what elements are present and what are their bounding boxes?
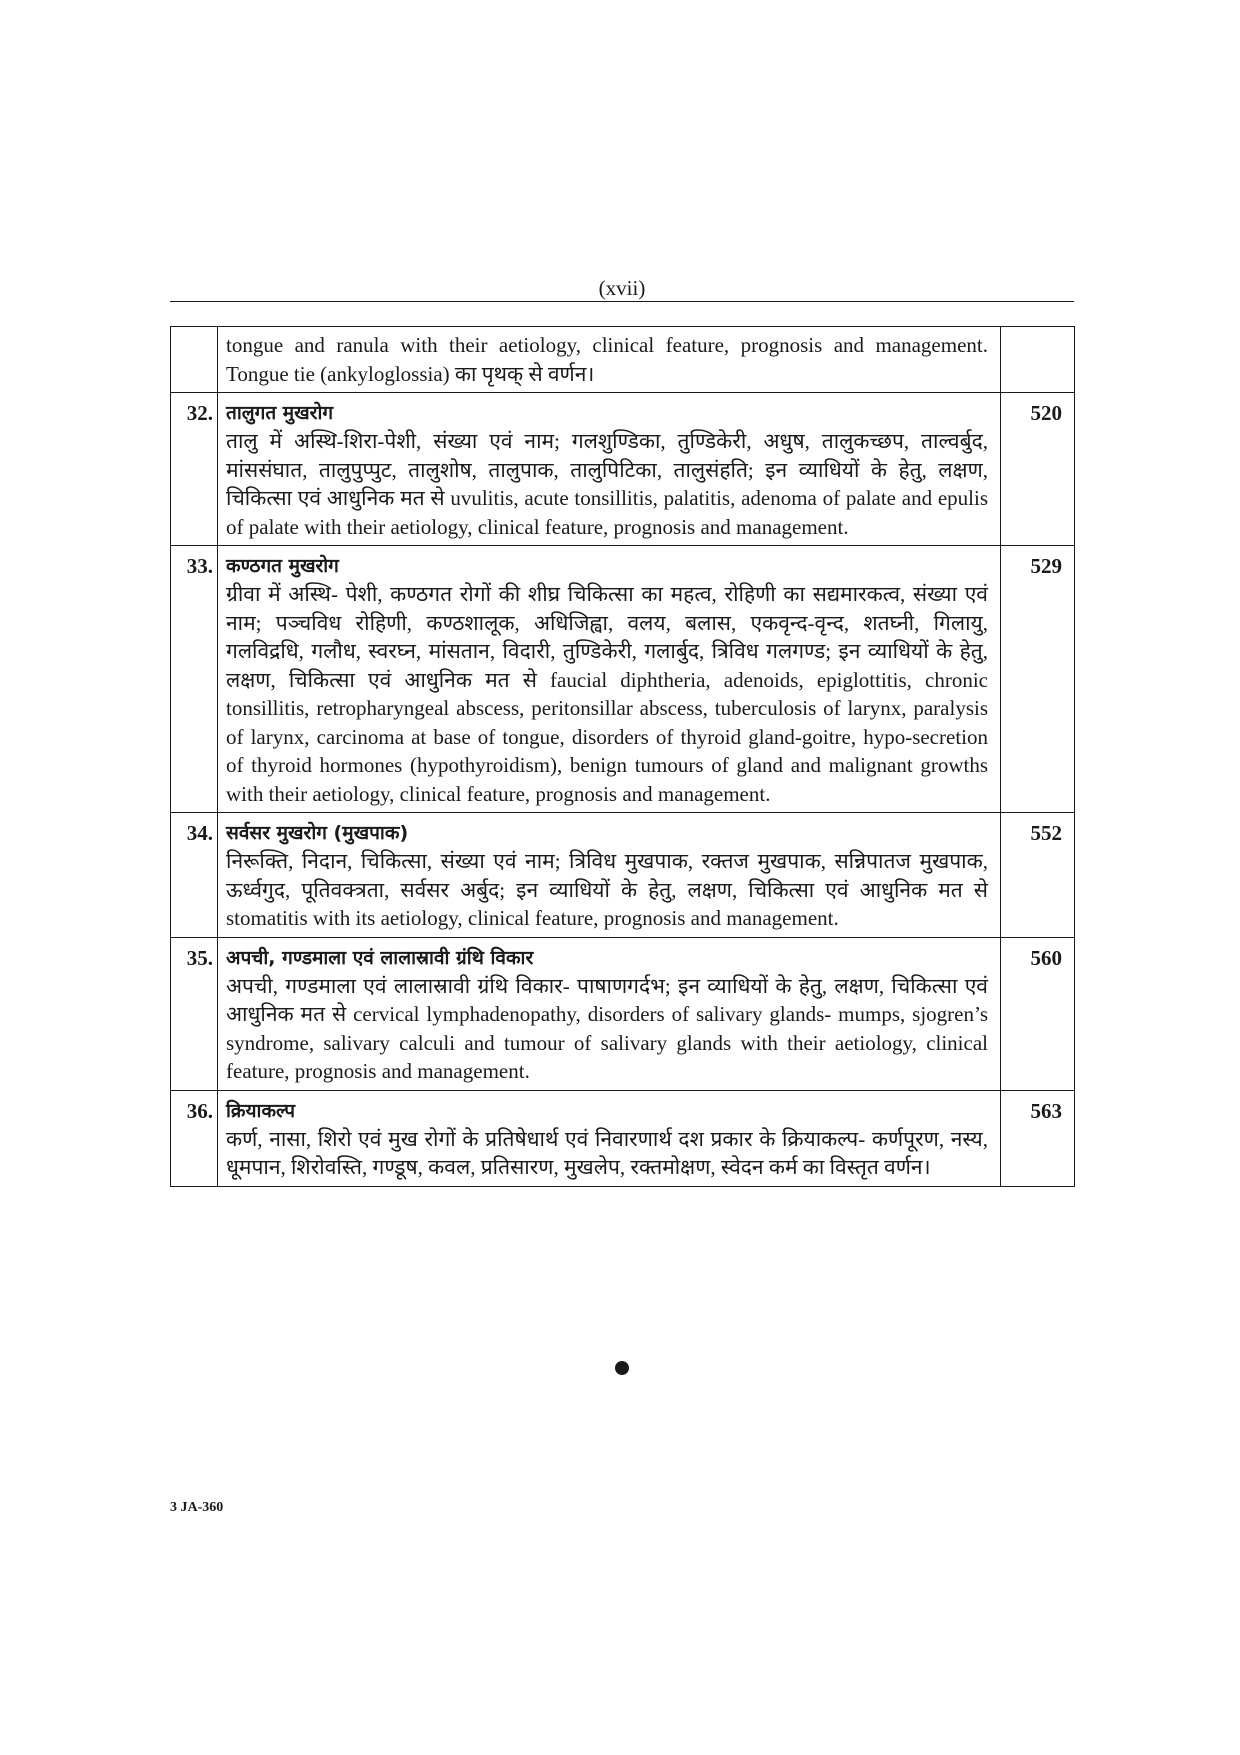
entry-title: क्रियाकल्प — [226, 1099, 295, 1122]
entry-title: अपची, गण्डमाला एवं लालास्रावी ग्रंथि विकार — [226, 946, 534, 969]
entry-text: निरूक्ति, निदान, चिकित्सा, संख्या एवं नाम; त्रिविध मुखपाक, रक्तज मुखपाक, सन्निपातज मुखपाक, ऊर्ध्वगुद, पूतिवक्त्रता, सर्वसर अर्बुद; इन व्याधियों के हेतु, लक्षण, चिकित्सा एवं आधुनिक मत से stomatitis with its aetiology, clinical feature, prognosis and management. — [226, 849, 988, 930]
entry-text: अपची, गण्डमाला एवं लालास्रावी ग्रंथि विकार- पाषाणगर्दभ; इन व्याधियों के हेतु, लक्षण, चिकित्सा एवं आधुनिक मत से cervical lymphadenopathy, disorders of salivary glands- mumps, sjogren’s syndrome, salivary calculi and tumour of salivary glands with their aetiology, clinical feature, prognosis and management. — [226, 973, 988, 1083]
entry-title: सर्वसर मुखरोग (मुखपाक) — [226, 822, 409, 844]
table-row — [171, 1090, 1075, 1186]
end-bullet-icon — [615, 1361, 629, 1375]
entry-body — [218, 937, 1001, 1090]
entry-body — [218, 393, 1001, 546]
table-row — [171, 546, 1075, 813]
entry-page: 552 — [1001, 813, 1075, 938]
syllabus-table — [170, 326, 1075, 1187]
row-number-cell — [171, 327, 218, 393]
entry-text: कर्ण, नासा, शिरो एवं मुख रोगों के प्रतिषेधार्थ एवं निवारणार्थ दश प्रकार के क्रियाकल्प- कर्णपूरण, नस्य, धूमपान, शिरोवस्ति, गण्डूष, कवल, प्रतिसारण, मुखलेप, रक्तमोक्षण, स्वेदन कर्म का विस्तृत वर्णन। — [226, 1126, 988, 1179]
entry-number: 32. — [171, 393, 218, 546]
table-row — [171, 813, 1075, 938]
entry-body — [218, 546, 1001, 813]
entry-page: 520 — [1001, 393, 1075, 546]
entry-body — [218, 1090, 1001, 1186]
table-row — [171, 937, 1075, 1090]
continuation-text: tongue and ranula with their aetiology, clinical feature, prognosis and management. Tongue tie (ankyloglossia) का पृथक् से वर्णन। — [218, 327, 1001, 393]
entry-page: 563 — [1001, 1090, 1075, 1186]
entry-title: कण्ठगत मुखरोग — [226, 555, 339, 577]
footer-code: 3 JA-360 — [170, 1500, 224, 1515]
entry-number: 33. — [171, 546, 218, 813]
entry-number: 35. — [171, 937, 218, 1090]
entry-body — [218, 813, 1001, 938]
header-rule — [170, 301, 1074, 302]
entry-text: तालु में अस्थि-शिरा-पेशी, संख्या एवं नाम; गलशुण्डिका, तुण्डिकेरी, अधुष, तालुकच्छप, ताल्वर्बुद, मांससंघात, तालुपुप्पुट, तालुशोष, तालुपाक, तालुपिटिका, तालुसंहति; इन व्याधियों के हेतु, लक्षण, चिकित्सा एवं आधुनिक मत से uvulitis, acute tonsillitis, palatitis, adenoma of palate and epulis of palate with their aetiology, clinical feature, prognosis and management. — [226, 429, 988, 539]
table-row-continuation — [171, 327, 1075, 393]
page-ref-cell — [1001, 327, 1075, 393]
entry-title: तालुगत मुखरोग — [226, 402, 334, 424]
table-row — [171, 393, 1075, 546]
entry-page: 560 — [1001, 937, 1075, 1090]
entry-number: 34. — [171, 813, 218, 938]
entry-number: 36. — [171, 1090, 218, 1186]
page-number: (xvii) — [598, 276, 646, 300]
entry-page: 529 — [1001, 546, 1075, 813]
entry-text: ग्रीवा में अस्थि- पेशी, कण्ठगत रोगों की शीघ्र चिकित्सा का महत्व, रोहिणी का सद्यमारकत्व, संख्या एवं नाम; पञ्चविध रोहिणी, कण्ठशालूक, अधिजिह्वा, वलय, बलास, एकवृन्द-वृन्द, शतघ्नी, गिलायु, गलविद्रधि, गलौध, स्वरघ्न, मांसतान, विदारी, तुण्डिकेरी, गलार्बुद, त्रिविध गलगण्ड; इन व्याधियों के हेतु, लक्षण, चिकित्सा एवं आधुनिक मत से faucial diphtheria, adenoids, epiglottitis, chronic tonsillitis, retropharyngeal abscess, peritonsillar abscess, tuberculosis of larynx, paralysis of larynx, carcinoma at base of tongue, disorders of thyroid gland-goitre, hypo-secretion of thyroid hormones (hypothyroidism), benign tumours of gland and malignant growths with their aetiology, clinical feature, prognosis and management. — [226, 582, 988, 806]
